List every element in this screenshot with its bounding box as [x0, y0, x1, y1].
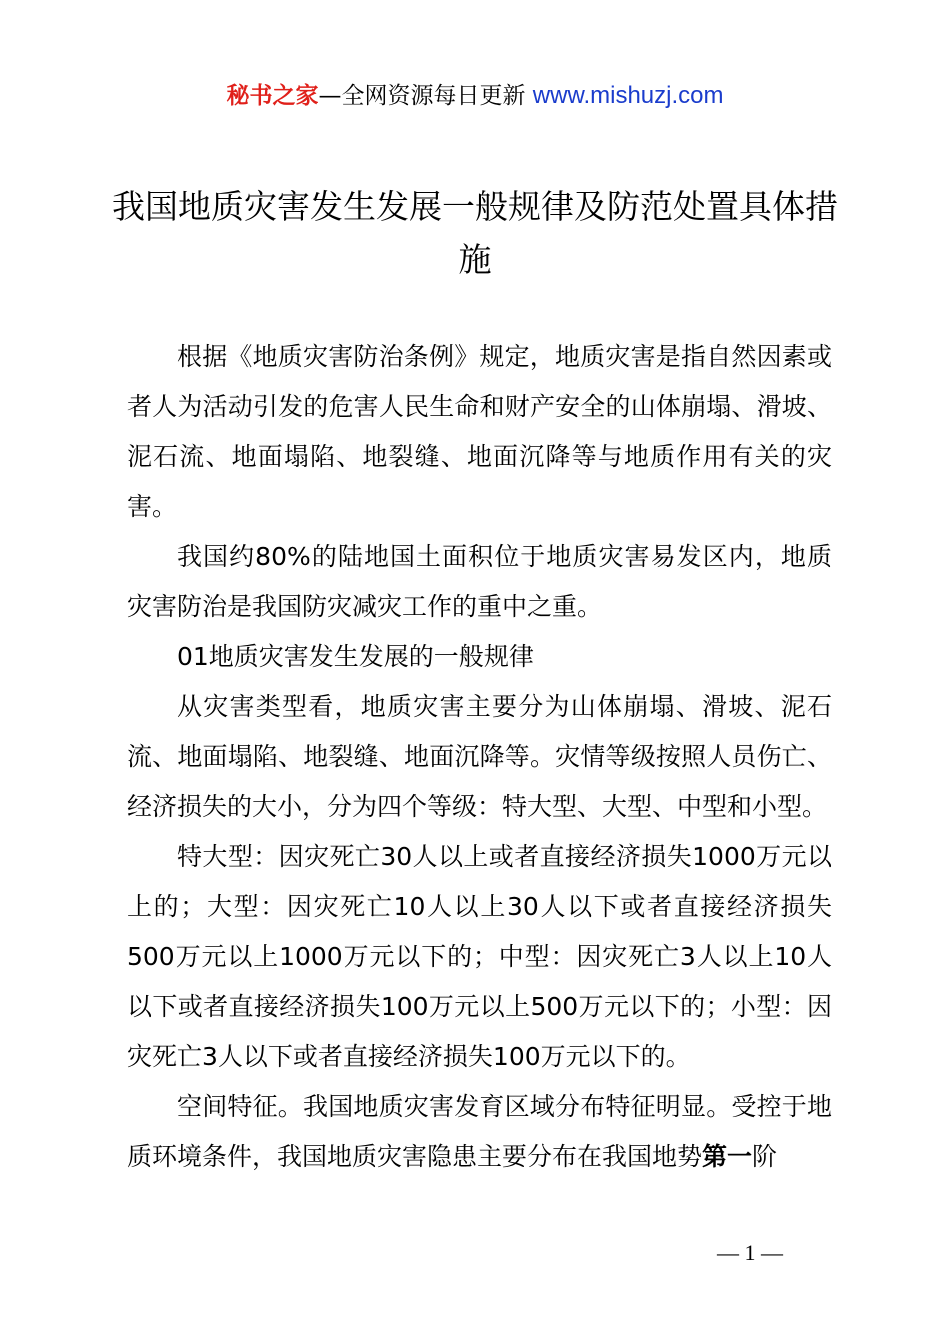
paragraph-spatial [127, 1082, 832, 1182]
paragraph-spatial-text: 空间特征。我国地质灾害发育区域分布特征明显。受控于地质环境条件，我国地质灾害隐患主要分布在我国地势 [127, 1092, 832, 1171]
paragraph-spatial-bold: 第一 [702, 1142, 753, 1171]
site-brand: 秘书之家 [226, 83, 319, 109]
paragraph-definition: 根据《地质灾害防治条例》规定，地质灾害是指自然因素或者人为活动引发的危害人民生命和财产安全的山体崩塌、滑坡、泥石流、地面塌陷、地裂缝、地面沉降等与地质作用有关的灾害。 [127, 342, 832, 521]
paragraph-levels: 特大型：因灾死亡30人以上或者直接经济损失1000万元以上的；大型：因灾死亡10人以上30人以下或者直接经济损失500万元以上1000万元以下的；中型：因灾死亡3人以上10人以下或者直接经济损失100万元以上500万元以下的；小型：因灾死亡3人以下或者直接经济损失100万元以下的。 [127, 842, 832, 1071]
document-title: 我国地质灾害发生发展一般规律及防范处置具体措施 [112, 187, 838, 279]
paragraph-statistics: 我国约80%的陆地国土面积位于地质灾害易发区内，地质灾害防治是我国防灾减灾工作的重中之重。 [127, 542, 832, 621]
paragraph-types: 从灾害类型看，地质灾害主要分为山体崩塌、滑坡、泥石流、地面塌陷、地裂缝、地面沉降等。灾情等级按照人员伤亡、经济损失的大小，分为四个等级：特大型、大型、中型和小型。 [127, 692, 832, 821]
site-header [0, 80, 950, 112]
site-url[interactable]: www.mishuzj.com [532, 82, 724, 109]
document-body [127, 332, 832, 1182]
section-heading: 01地质灾害发生发展的一般规律 [177, 642, 534, 671]
page-number: — 1 — [717, 1240, 783, 1265]
site-tagline: —全网资源每日更新 [318, 83, 526, 109]
paragraph-spatial-tail: 阶 [752, 1142, 778, 1171]
